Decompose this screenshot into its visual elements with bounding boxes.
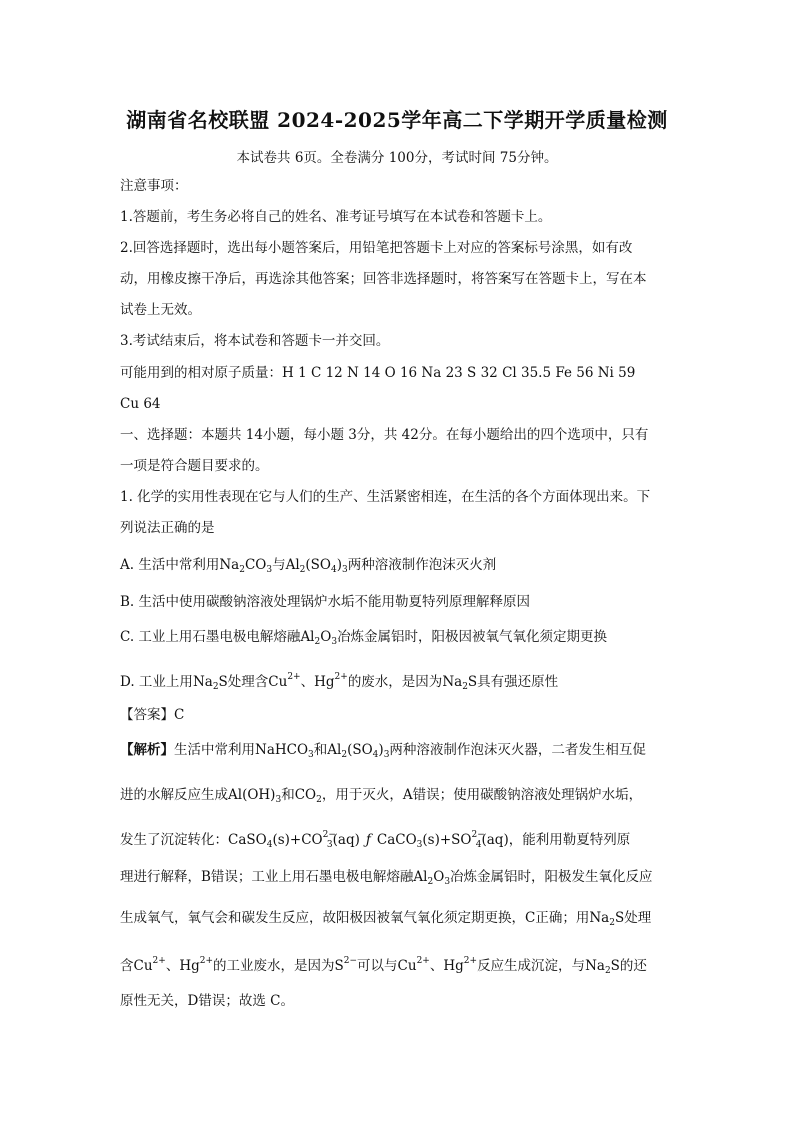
notice-item-2-line-2: 动，用橡皮擦干净后，再选涂其他答案；回答非选择题时，将答案写在答题卡上，写在本 (120, 271, 647, 287)
option-d-suffix: 具有强还原性 (477, 674, 559, 690)
atomic-mass-line-2: Cu 64 (120, 396, 161, 412)
ion-s2minus: $S^{2-}$ (334, 956, 358, 974)
formula-al2o3: $Al_2O_3$ (300, 629, 338, 647)
analysis-text: 理进行解释，B错误；工业上用石墨电极电解熔融 (120, 869, 414, 885)
analysis-label: 【解析】 (120, 742, 174, 758)
option-d-mid-3: 的废水，是因为 (347, 674, 443, 690)
option-b: B. 生活中使用碳酸钠溶液处理锅炉水垢不能用勒夏特列原理解释原因 (120, 594, 531, 610)
option-c-suffix: 冶炼金属铝时，阳极因被氧气氧化须定期更换 (337, 629, 608, 645)
question-1-stem-line-1: 1. 化学的实用性表现在它与人们的生产、生活紧密相连，在生活的各个方面体现出来。下 (120, 489, 651, 505)
ion-hg2plus: $Hg^{2+}$ (179, 956, 214, 974)
page-title: 湖南省名校联盟 2024-2025学年高二下学期开学质量检测 (126, 108, 668, 132)
analysis-text: ，用于灭火，A错误；使用碳酸钠溶液处理锅炉水垢， (321, 787, 643, 803)
section-heading-line-1: 一、选择题：本题共 14小题，每小题 3分，共 42分。在每小题给出的四个选项中，只有 (120, 427, 649, 443)
analysis-line-5 (120, 909, 651, 932)
analysis-line-6 (120, 952, 647, 980)
analysis-text: 含 (120, 958, 134, 974)
analysis-line-3 (120, 826, 630, 854)
analysis-text: 可以与 (357, 958, 398, 974)
analysis-text: 冶炼金属铝时，阳极发生氧化反应 (450, 869, 653, 885)
question-1-stem-line-2: 列说法正确的是 (120, 520, 215, 536)
analysis-line-2 (120, 786, 642, 809)
formula-na2s: $Na_2S$ (585, 958, 620, 976)
notice-item-2-line-1: 2.回答选择题时，选出每小题答案后，用铅笔把答题卡上对应的答案标号涂黑，如有改 (120, 240, 633, 256)
formula-al2o3: $Al_2O_3$ (413, 869, 451, 887)
analysis-text: 进的水解反应生成 (120, 787, 228, 803)
analysis-line-4 (120, 868, 653, 891)
notice-item-3: 3.考试结束后，将本试卷和答题卡一并交回。 (120, 333, 390, 349)
ion-hg2plus: $Hg^{2+}$ (314, 672, 348, 690)
analysis-text: 的还 (619, 958, 647, 974)
word-and: 与 (272, 557, 286, 573)
notice-item-2-line-3: 试卷上无效。 (120, 302, 201, 318)
analysis-text: 、 (165, 958, 180, 974)
formula-na2s-2: $Na_2S$ (442, 674, 478, 692)
formula-na2s: $Na_2S$ (192, 674, 228, 692)
page-subtitle: 本试卷共 6页。全卷满分 100分，考试时间 75分钟。 (236, 150, 558, 166)
formula-nahco3: NaHCO$_3$ (255, 742, 314, 760)
option-d-prefix: D. 工业上用 (120, 674, 193, 690)
ion-cu2plus: $Cu^{2+}$ (268, 672, 301, 690)
option-a (120, 556, 496, 579)
analysis-text: 和 (313, 742, 328, 758)
option-c (120, 628, 607, 651)
analysis-text: 发生了沉淀转化： (120, 832, 228, 848)
analysis-line-7: 原性无关，D错误；故选 C。 (120, 993, 294, 1009)
ion-cu2plus: $Cu^{2+}$ (133, 956, 166, 974)
section-heading-line-2: 一项是符合题目要求的。 (120, 458, 269, 474)
formula-al2so43: $Al_2(SO_4)_3$ (327, 742, 390, 760)
option-d-mid-2: 、 (300, 674, 315, 690)
analysis-line-1 (120, 741, 646, 764)
formula-aloh3: $Al(OH)_3$ (228, 787, 282, 805)
analysis-text: 和 (281, 787, 295, 803)
notice-heading: 注意事项： (120, 178, 188, 194)
equation-precipitate-conversion: $CaSO_4(s)+CO^{2-}_3(aq)$ ƒ $CaCO_3(s)+SO^{2-}_4(aq)$ (228, 830, 509, 850)
analysis-text: 、 (429, 958, 444, 974)
formula-co2: $CO_2$ (294, 787, 322, 805)
analysis-text: ，能利用勒夏特列原 (508, 832, 631, 848)
analysis-text: 反应生成沉淀，与 (477, 958, 586, 974)
analysis-text: 生活中常利用 (174, 742, 255, 758)
analysis-text: 两种溶液制作泡沫灭火器，二者发生相互促 (389, 742, 646, 758)
analysis-text: 处理 (624, 910, 652, 926)
formula-na2co3: $Na_2CO_3$ (219, 557, 273, 575)
option-c-prefix: C. 工业上用石墨电极电解熔融 (120, 629, 301, 645)
analysis-text: 的工业废水，是因为 (213, 958, 335, 974)
formula-al2so43: $Al_2(SO_4)_3$ (285, 557, 348, 575)
notice-item-1: 1.答题前，考生务必将自己的姓名、准考证号填写在本试卷和答题卡上。 (120, 209, 552, 225)
option-a-prefix: A. 生活中常利用 (120, 557, 220, 573)
answer: 【答案】C (120, 707, 185, 723)
analysis-text: 生成氧气，氧气会和碳发生反应，故阳极因被氧气氧化须定期更换，C正确；用 (120, 910, 590, 926)
option-d (120, 668, 558, 696)
ion-hg2plus: $Hg^{2+}$ (443, 956, 478, 974)
ion-cu2plus: $Cu^{2+}$ (397, 956, 430, 974)
atomic-mass-line-1: 可能用到的相对原子质量：H 1 C 12 N 14 O 16 Na 23 S 32 Cl 35.5 Fe 56 Ni 59 (120, 365, 636, 381)
formula-na2s: $Na_2S$ (589, 910, 625, 928)
option-d-mid-1: 处理含 (227, 674, 269, 690)
option-a-suffix: 两种溶液制作泡沫灭火剂 (347, 557, 497, 573)
